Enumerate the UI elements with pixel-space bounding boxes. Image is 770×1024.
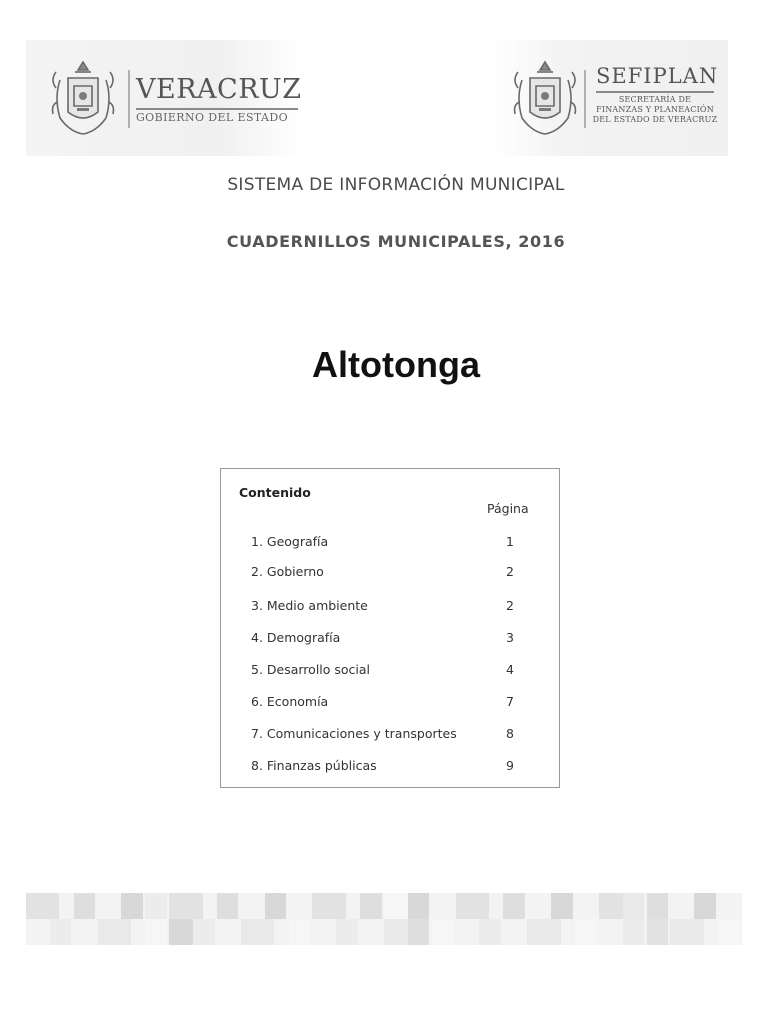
logo-subtitle: [592, 95, 718, 125]
footer-band-tile: [647, 893, 668, 919]
toc-item[interactable]: [251, 534, 541, 552]
logo-underline: [136, 108, 298, 110]
logo-divider: [584, 70, 586, 128]
toc-item-page: 3: [506, 630, 514, 645]
footer-band-tile: [312, 893, 345, 919]
footer-band-tile: [98, 919, 131, 945]
footer-band-tile: [289, 919, 310, 945]
toc-item-label: 4. Demografía: [251, 630, 341, 645]
sefiplan-logo: [492, 40, 728, 156]
logo-subtitle: GOBIERNO DEL ESTADO: [136, 111, 289, 124]
coat-of-arms-icon: [48, 58, 118, 136]
footer-band-tile: [623, 919, 644, 945]
footer-band-tile: [647, 919, 668, 945]
footer-band-tile: [360, 893, 381, 919]
toc-page-column-label: Página: [487, 501, 529, 516]
footer-band-tile: [503, 893, 524, 919]
footer-band-tile: [718, 919, 739, 945]
footer-band-tile: [145, 919, 166, 945]
logo-subtitle-line: FINANZAS Y PLANEACIÓN: [596, 105, 714, 114]
toc-item-label: 3. Medio ambiente: [251, 598, 368, 613]
footer-band-tile: [479, 919, 500, 945]
toc-item-label: 5. Desarrollo social: [251, 662, 371, 677]
footer-band-tile: [408, 919, 429, 945]
toc-item[interactable]: [251, 694, 541, 712]
footer-band-tile: [551, 893, 572, 919]
logo-subtitle-line: SECRETARÍA DE: [618, 95, 692, 104]
logo-underline: [596, 91, 714, 93]
footer-band-tile: [74, 893, 95, 919]
footer-band-tile: [432, 919, 453, 945]
toc-item-label: 2. Gobierno: [251, 564, 324, 579]
footer-band-tile: [121, 893, 142, 919]
logo-divider: [128, 70, 130, 128]
toc-item-label: 8. Finanzas públicas: [251, 758, 377, 773]
toc-item[interactable]: [251, 726, 541, 744]
series-title: CUADERNILLOS MUNICIPALES, 2016: [226, 232, 566, 251]
footer-band-tile: [241, 919, 274, 945]
toc-item-page: 2: [506, 598, 514, 613]
toc-item-label: 6. Economía: [251, 694, 329, 709]
logo-title: VERACRUZ: [136, 74, 302, 105]
toc-item-page: 1: [506, 534, 514, 549]
decorative-footer-band: [26, 893, 742, 945]
toc-item-label: 7. Comunicaciones y transportes: [251, 726, 457, 741]
toc-item-page: 2: [506, 564, 514, 579]
footer-band-tile: [336, 919, 357, 945]
toc-item[interactable]: [251, 598, 541, 616]
footer-band-tile: [408, 893, 429, 919]
coat-of-arms-icon: [510, 58, 580, 136]
footer-band-tile: [527, 919, 560, 945]
footer-band-tile: [145, 893, 166, 919]
toc-heading: Contenido: [239, 485, 311, 500]
footer-band-tile: [623, 893, 644, 919]
toc-item-label: 1. Geografía: [251, 534, 329, 549]
logo-title: SEFIPLAN: [596, 64, 719, 88]
toc-item-page: 7: [506, 694, 514, 709]
toc-item[interactable]: [251, 758, 541, 776]
footer-band-tile: [456, 893, 489, 919]
footer-band-tile: [193, 919, 214, 945]
logo-subtitle-line: DEL ESTADO DE VERACRUZ: [592, 115, 718, 124]
footer-band-tile: [217, 893, 238, 919]
footer-band-tile: [670, 919, 703, 945]
footer-band-tile: [50, 919, 71, 945]
toc-item[interactable]: [251, 564, 541, 582]
toc-item-page: 8: [506, 726, 514, 741]
toc-item[interactable]: [251, 662, 541, 680]
municipality-name: Altotonga: [312, 344, 480, 385]
footer-band-tile: [169, 893, 202, 919]
toc-item-page: 4: [506, 662, 514, 677]
footer-band-tile: [694, 893, 715, 919]
footer-band-tile: [575, 919, 596, 945]
table-of-contents: [220, 468, 560, 788]
footer-band-tile: [26, 893, 59, 919]
system-title: SISTEMA DE INFORMACIÓN MUNICIPAL: [227, 175, 565, 195]
toc-item[interactable]: [251, 630, 541, 648]
veracruz-logo: [26, 40, 302, 156]
footer-band-tile: [265, 893, 286, 919]
toc-item-page: 9: [506, 758, 514, 773]
